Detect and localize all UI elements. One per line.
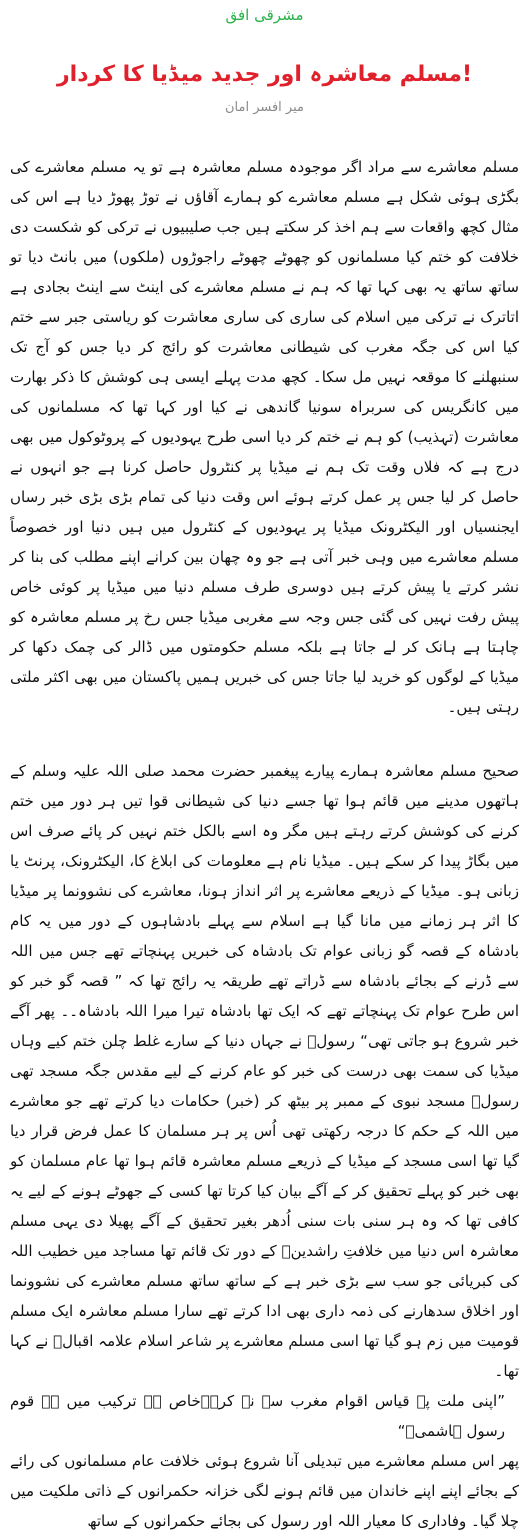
poem-verse: ”اپنی ملت پہ قیاس اقوام مغرب سے نہ کر۔۔خاص ہے ترکیب میں ہے قوم رسول ہاشمیؐ“ [10,1392,505,1440]
paragraph-1: مسلم معاشرے سے مراد اگر موجودہ مسلم معاشرہ ہے تو یہ مسلم معاشرے کی بگڑی ہوئی شکل ہے مسلم معاشرے کو ہمارے آقاؤں نے توڑ پھوڑ دیا ہے اس کی مثال کچھ واقعات سے ہم اخذ کر سکتے ہیں جب صلیبیوں نے ترکی کو شکست دی خلافت کو ختم کیا مسلمانوں کو چھوٹے چھوٹے راجوڑوں (ملکوں) میں بانٹ دیا تو ساتھ ساتھ یہ بھی کہا تھا کہ ہم نے مسلم معاشرے کی اینٹ سے اینٹ بجادی ہے اتاترک نے ترکی میں اسلام کی ساری کی ساری معاشرت کو ریاستی جبر سے ختم کیا اس کی جگہ مغرب کی شیطانی معاشرت کو رائج کر دیا جس کو آج تک سنبھلنے کا موقعہ نہیں مل سکا۔ کچھ مدت پہلے ایسی ہی کوشش کا ذکر بھارت میں کانگریس کی سربراہ سونیا گاندھی نے کیا اور کہا تھا کہ مسلمانوں کی معاشرت (تہذیب) کو ہم نے ختم کر دیا اسی طرح یہودیوں کے پروٹوکول میں بھی درج ہے کہ فلاں وقت تک ہم نے میڈیا پر کنٹرول حاصل کرنا ہے جو انہوں نے حاصل کر لیا جس پر عمل کرتے ہوئے اس وقت دنیا کی تمام بڑی بڑی خبر رساں ایجنسیاں اور الیکٹرونک میڈیا پر یہودیوں کے کنٹرول میں ہیں دنیا اور خصوصاً مسلم معاشرے میں وہی خبر آتی ہے جو وہ چھان بین کرانے اپنے مطلب کی بنا کر نشر کرتے یا پیش کرتے ہیں دوسری طرف مسلم دنیا میں میڈیا پر کوئی خاص پیش رفت نہیں کی گئی جس وجہ سے مغربی میڈیا جس رخ پر مسلم معاشرہ کو چاہتا ہے ہانک کر لے جاتا ہے بلکہ مسلم حکومتوں میں ڈالر کی چمک دکھا کر میڈیا کے لوگوں کو خرید لیا جاتا جس کی خبریں ہمیں پاکستان میں بھی اکثر ملتی رہتی ہیں۔ [10,158,519,716]
article-body [10,152,519,1536]
author-name: میر افسر امان [224,100,304,115]
paragraph-3: پھر اس مسلم معاشرے میں تبدیلی آنا شروع ہوئی خلافت عام مسلمانوں کی رائے کے بجائے اپنے اپنے خاندان میں قائم ہونے لگی خزانہ حکمرانوں کے ذاتی ملکیت میں چلا گیا۔ وفاداری کا معیار اللہ اور رسول کی بجائے حکمرانوں کے ساتھ [10,1452,519,1530]
paragraph-2: صحیح مسلم معاشرہ ہمارے پیارے پیغمبر حضرت محمد صلی اللہ علیہ وسلم کے ہاتھوں مدینے میں قائم ہوا تھا جسے دنیا کی شیطانی قوا تیں ہر دور میں ختم کرنے کی کوشش کرتے رہتے ہیں مگر وہ اسے بالکل ختم نہیں کر پائے صرف اس میں بگاڑ پیدا کر سکے ہیں۔ میڈیا نام ہے معلومات کی ابلاغ کا، الیکٹرونک، پرنٹ یا زبانی ہو۔ میڈیا کے ذریعے معاشرے پر اثر انداز ہونا، معاشرے کی نشوونما پر میڈیا کا اثر ہر زمانے میں مانا گیا ہے اسلام سے پہلے بادشاہوں کے دور میں یہ کام بادشاہ کے قصہ گو زبانی عوام تک بادشاہ کی خبریں پہنچاتے تھے جس میں اللہ سے ڈرنے کے بجائے بادشاہ سے ڈراتے تھے طریقہ یہ رائج تھا کہ ” قصہ گو خبر کو اس طرح عوام تک پہنچاتے تھے کہ ایک تھا بادشاہ تیرا میرا اللہ بادشاہ۔۔ پھر آگے خبر شروع ہو جاتی تھی“ رسولؐ نے جہاں دنیا کے سارے غلط چلن ختم کیے وہاں میڈیا کی سمت بھی درست کی خبر کو عام کرنے کے لیے مقدس جگہ مسجد تھی رسولؐ مسجد نبوی کے ممبر پر بیٹھ کر (خبر) حکامات دیا کرتے تھے جو معاشرے میں اللہ کے حکم کا درجہ رکھتی تھی اُس پر ہر مسلمان کا عمل فرض قرار دیا گیا تھا اسی مسجد کے میڈیا کے ذریعے مسلم معاشرہ قائم ہوا تھا عام مسلمان کو بھی خبر کو پہلے تحقیق کر کے آگے بیان کیا کرتا تھا کسی کے جھوٹے ہونے کے لیے یہ کافی تھا کہ وہ ہر سنی بات سنی اُدھر بغیر تحقیق کے آگے پھیلا دی یہی مسلم معاشرہ اس دنیا میں خلافتِ راشدینؓ کے دور تک قائم تھا مساجد میں خطیب اللہ کی کبریائی جو سب سے بڑی خبر ہے کے ساتھ ساتھ مسلم معاشرے کی نشوونما اور اخلاق سدھارنے کی ذمہ داری بھی ادا کرتے تھے سارا مسلم معاشرہ ایک مسلم قومیت میں زم ہو گیا تھا اسی مسلم معاشرے پر شاعر اسلام علامہ اقبالؒ نے کہا تھا۔ [10,762,519,1380]
article-title: مسلم معاشرہ اور جدید میڈیا کا کردار! [56,62,473,87]
section-label: مشرقی افق [225,6,304,24]
